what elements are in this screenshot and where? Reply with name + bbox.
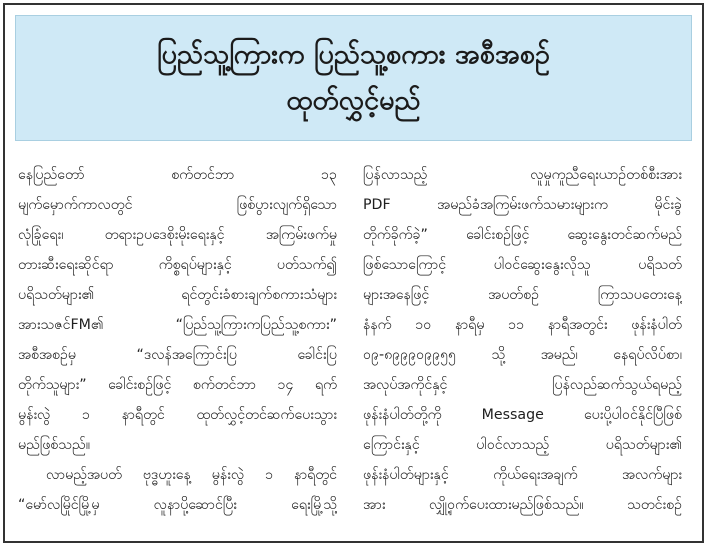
article-line: အား လျှို့ဝှက်ပေးထားမည်ဖြစ်သည်။ သတင်းစဉ် <box>363 497 682 513</box>
article-line: တားဆီးရေးဆိုင်ရာ ကိစ္စရပ်များနှင့် ပတ်သက်၍ <box>18 257 337 273</box>
article-line: PDF အမည်ခံအကြမ်းဖက်သမားများက မိုင်းခွဲ <box>363 197 682 213</box>
right-column <box>363 160 682 520</box>
article-line: အလုပ်အကိုင်နှင့် ပြန်လည်ဆက်သွယ်ရမည့် <box>363 377 682 393</box>
article-line: လာမည့်အပတ် ဗုဒ္ဓဟူးနေ့ မွန်းလွဲ ၁ နာရီတွင် <box>46 467 337 483</box>
article-body <box>18 160 682 530</box>
article-line: မည်ဖြစ်သည်။ <box>18 437 91 453</box>
article-line: ပြန်လာသည့် လူမှုကူညီရေးယာဉ်တစ်စီးအား <box>363 167 682 183</box>
article-line: နံနက် ၁၀ နာရီမှ ၁၁ နာရီအတွင်း ဖုန်းနံပါတ် <box>363 317 682 333</box>
article-line: လုံခြုံရေး၊ တရားဥပဒေစိုးမိုးရေးနှင့် အကြမ်းဖက်မှု <box>18 227 337 243</box>
article-line: ပရိသတ်များ၏ ရင်တွင်းခံစားချက်စကားသံများ <box>18 287 337 303</box>
left-column <box>18 160 337 520</box>
article-line: ၀၉-၈၉၉၉၀၉၉၅၅ သို့ အမည်၊ နေရပ်လိပ်စာ၊ <box>363 347 682 363</box>
article-line: တိုက်သူများ” ခေါင်းစဉ်ဖြင့် စက်တင်ဘာ ၁၄ ရက် <box>18 377 337 393</box>
article-line: ကြောင်းနှင့် ပါဝင်လာသည့် ပရိသတ်များ၏ <box>363 437 682 453</box>
article-line: မွန်းလွဲ ၁ နာရီတွင် ထုတ်လွှင့်တင်ဆက်ပေးသွား <box>18 407 337 423</box>
article-line: မျက်မှောက်ကာလတွင် ဖြစ်ပွားလျက်ရှိသော <box>18 197 337 213</box>
article-line: တိုက်ခိုက်ခဲ့” ခေါင်းစဉ်ဖြင့် ဆွေးနွေးတင်ဆက်မည် <box>363 227 682 243</box>
headline-line-1: ပြည်သူ့ကြားက ပြည်သူ့စကား အစီအစဉ် <box>157 39 550 70</box>
article-line: “မော်လမြိုင်မြို့မှ လူနာပို့ဆောင်ပြီး ရေးမြို့သို့ <box>18 497 337 513</box>
article-line: ဖြစ်သောကြောင့် ပါဝင်ဆွေးနွေးလိုသူ ပရိသတ် <box>363 257 682 273</box>
article-line: များအနေဖြင့် အပတ်စဉ် ကြာသပတေးနေ့ <box>363 287 682 303</box>
article-line: နေပြည်တော် စက်တင်ဘာ ၁၃ <box>18 167 337 183</box>
article-line: အစီအစဉ်မှ “ဒလန်အကြောင်းပြ ခေါင်းပြ <box>18 347 337 363</box>
article-line: အားသဇင်FM၏ “ပြည်သူ့ကြားကပြည်သူ့စကား” <box>18 317 337 333</box>
headline-line-2: ထုတ်လွှင့်မည် <box>286 85 421 116</box>
headline-banner <box>15 15 692 141</box>
article-line: ဖုန်းနံပါတ်တို့ကို Message ပေးပို့ပါဝင်နိုင်ပြီဖြစ် <box>363 407 682 423</box>
article-line: ဖုန်းနံပါတ်များနှင့် ကိုယ်ရေးအချက် အလက်များ <box>363 467 682 483</box>
